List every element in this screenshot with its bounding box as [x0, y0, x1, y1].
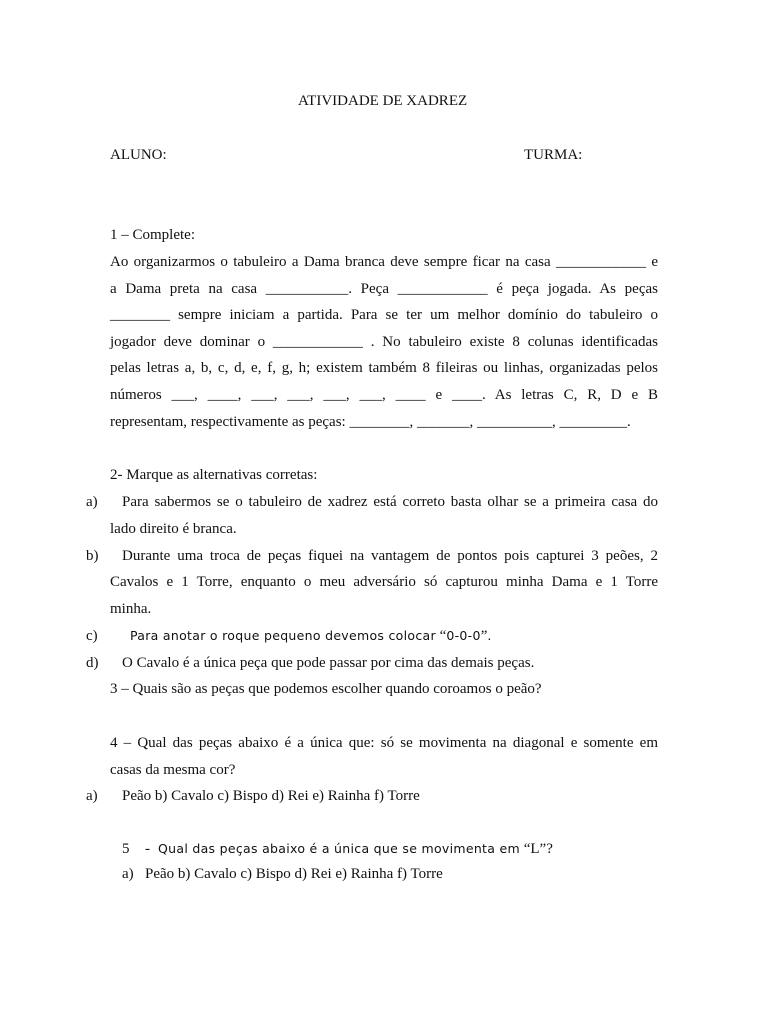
q2-option-d-letter: d)	[86, 655, 99, 671]
q2-option-b-line-3: minha.	[110, 601, 152, 617]
q4-line-2: casas da mesma cor?	[110, 762, 236, 778]
q2-option-c-text	[130, 627, 492, 645]
q2-option-c-notation: 0-0-0	[446, 628, 481, 643]
q1-line-3: ________ sempre iniciam a partida. Para se ter um melhor domínio do tabuleiro o	[110, 307, 658, 323]
q1-line-7: representam, respectivamente as peças: ________, _______, __________, _________.	[110, 414, 631, 430]
q2-heading: 2- Marque as alternativas corretas:	[110, 467, 318, 483]
q5-options: Peão b) Cavalo c) Bispo d) Rei e) Rainha f) Torre	[145, 866, 443, 882]
q3-heading: 3 – Quais são as peças que podemos escolher quando coroamos o peão?	[110, 681, 542, 697]
student-label: ALUNO:	[110, 147, 167, 163]
q4-option-letter: a)	[86, 788, 98, 804]
q5-number: 5	[122, 841, 130, 857]
page-title: ATIVIDADE DE XADREZ	[298, 93, 468, 109]
q1-line-2: a Dama preta na casa ___________. Peça ____________ é peça jogada. As peças	[110, 281, 658, 297]
q1-line-6: números ___, ____, ___, ___, ___, ___, ____ e ____. As letras C, R, D e B	[110, 387, 658, 403]
q5-option-letter: a)	[122, 866, 134, 882]
q1-line-4: jogador deve dominar o ____________ . No tabuleiro existe 8 colunas identificadas	[110, 334, 658, 350]
q2-option-b-line-2: Cavalos e 1 Torre, enquanto o meu adversário só capturou minha Dama e 1 Torre	[110, 574, 658, 590]
q2-option-c-open-quote: “	[435, 628, 447, 644]
q2-option-a-line-2: lado direito é branca.	[110, 521, 237, 537]
q2-option-a-line-1: Para sabermos se o tabuleiro de xadrez está correto basta olhar se a primeira casa do	[122, 494, 658, 510]
q5-question-sans: Qual das peças abaixo é a única que se movimenta em	[158, 841, 520, 856]
q4-options: Peão b) Cavalo c) Bispo d) Rei e) Rainha f) Torre	[122, 788, 420, 804]
q4-line-1: 4 – Qual das peças abaixo é a única que: só se movimenta na diagonal e somente em	[110, 735, 658, 751]
q2-option-b-letter: b)	[86, 548, 99, 564]
q5-question-quote: “L”?	[519, 841, 553, 857]
q5-dash: -	[145, 841, 150, 857]
q5-question	[158, 840, 553, 858]
q2-option-c-period: .	[487, 628, 492, 643]
q2-option-c-letter: c)	[86, 628, 98, 644]
q1-line-1: Ao organizarmos o tabuleiro a Dama branca deve sempre ficar na casa ____________ e	[110, 254, 658, 270]
q1-line-5: pelas letras a, b, c, d, e, f, g, h; existem também 8 fileiras ou linhas, organizadas pelos	[110, 360, 658, 376]
q1-heading: 1 – Complete:	[110, 227, 195, 243]
q2-option-c-close-quote: ”	[480, 628, 488, 644]
q2-option-b-line-1: Durante uma troca de peças fiquei na vantagem de pontos pois capturei 3 peões, 2	[122, 548, 658, 564]
q2-option-d-text: O Cavalo é a única peça que pode passar por cima das demais peças.	[122, 655, 535, 671]
class-label: TURMA:	[524, 147, 583, 163]
q2-option-a-letter: a)	[86, 494, 98, 510]
q2-option-c-sans: Para anotar o roque pequeno devemos colocar	[130, 628, 436, 643]
